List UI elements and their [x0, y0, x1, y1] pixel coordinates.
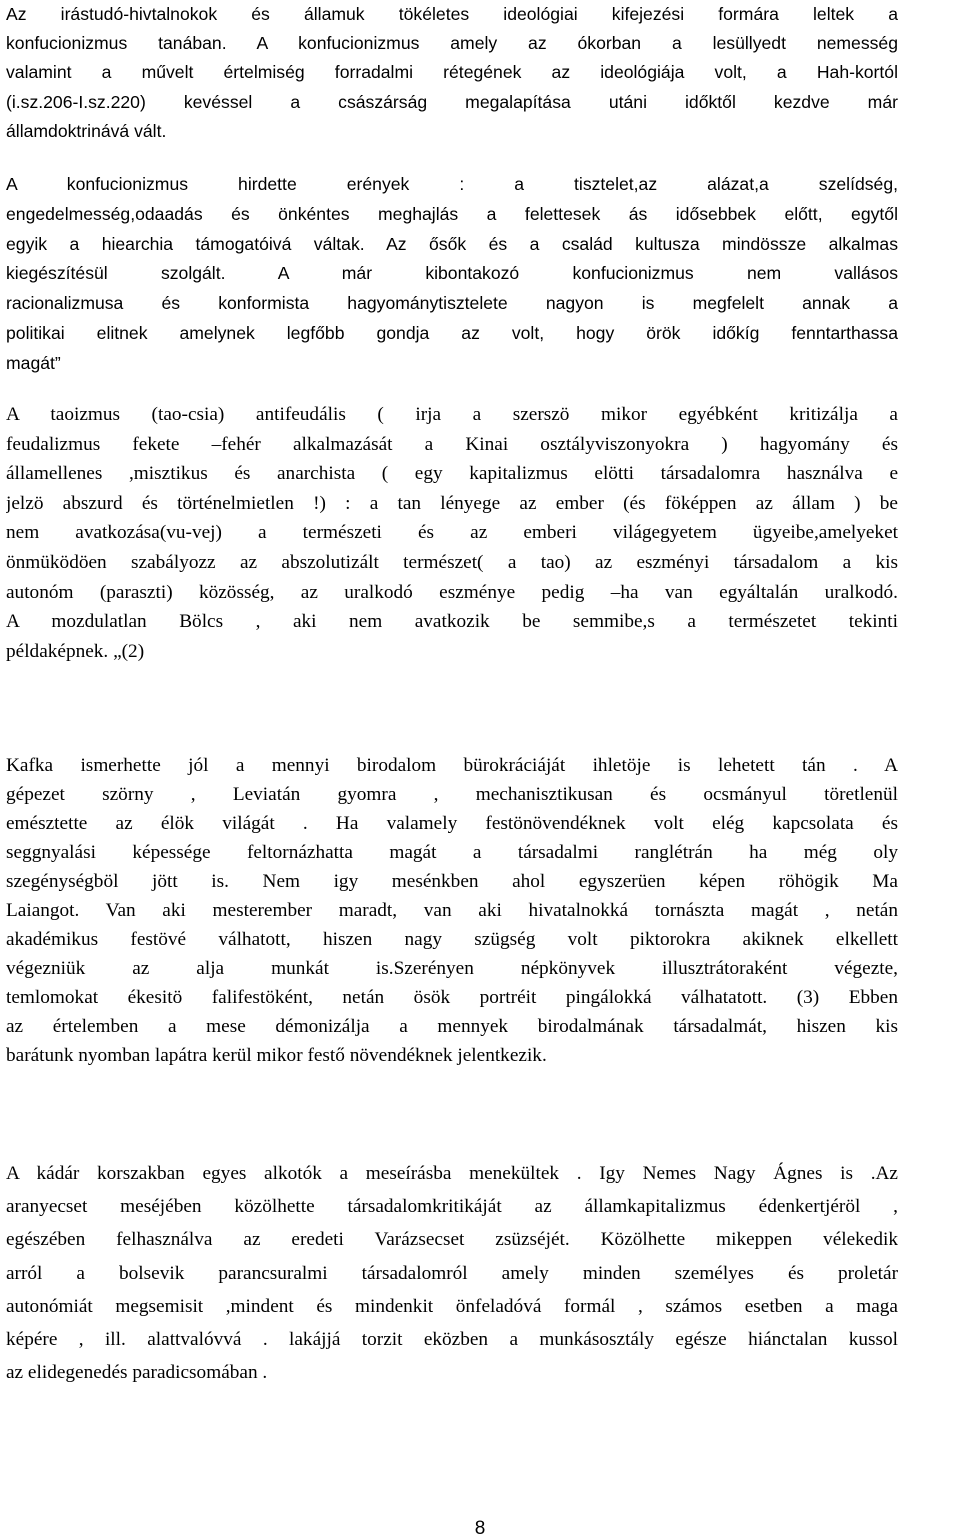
text-line: A taoizmus (tao-csia) antifeudális ( irja a szerszö mikor egyébként kritizálja a [6, 404, 898, 425]
paragraph-confucianism-intro [6, 0, 898, 146]
text-line: autonóm (paraszti) közösség, az uralkodó eszménye pedig –ha van egyáltalán uralkodó. [6, 581, 898, 603]
text-line: államdoktrinává vált. [6, 120, 167, 141]
text-line: az értelemben a mese démonizálja a mennyek birodalmának társadalmát, hiszen kis [6, 1016, 898, 1037]
text-line: racionalizmusa és konformista hagyománytisztelete nagyon is megfelelt annak a [6, 293, 898, 314]
text-line: kiegészítésül szolgált. A már kibontakozó konfucionizmus nem vallásos [6, 263, 898, 284]
text-line: arról a bolsevik parancsuralmi társadalomról amely minden személyes és proletár [6, 1262, 898, 1284]
text-line: engedelmesség,odaadás és önkéntes meghajlás a felettesek ás idősebbek előtt, egytől [6, 203, 898, 224]
text-line: A konfucionizmus hirdette erények : a tisztelet,az alázat,a szelídség, [6, 174, 898, 194]
text-line: Az irástudó-hivtalnokok és államuk tökéletes ideológiai kifejezési formára leltek a [6, 4, 898, 24]
text-line: egyik a hiearchia támogatóivá váltak. Az ősők és a család kultusza mindössze alkalmas [6, 233, 898, 254]
text-line: temlomokat ékesitö falifestöként, netán ösök portréit pingálokká válhatatott. (3) Ebben [6, 987, 898, 1008]
text-line: valamint a művelt értelmiség forradalmi rétegének az ideológiája volt, a Hah-kortól [6, 62, 898, 83]
text-line: emésztette az élök világát . Ha valamely festönövendéknek volt elég kapcsolata és [6, 813, 898, 834]
text-line: Kafka ismerhette jól a mennyi birodalom bürokráciáját ihletöje is lehetett tán . A [6, 755, 898, 776]
text-line: autonómiát megsemisit ,mindent és mindenkit önfeladóvá formál , számos esetben a maga [6, 1295, 898, 1317]
text-line: A mozdulatlan Bölcs , aki nem avatkozik be semmibe,s a természetet tekinti [6, 611, 898, 633]
text-line: az elidegenedés paradicsomában . [6, 1362, 268, 1384]
text-line: képére , ill. alattvalóvvá . lakájjá torzit eközben a munkásosztály egésze hiánctalan kussol [6, 1329, 898, 1351]
text-line: seggnyalási képessége feltornázhatta magát a társadalmi ranglétrán ha még oly [6, 842, 898, 863]
text-line: önmüködöen szabályozz az abszolutizált természet( a tao) az eszményi társadalom a kis [6, 551, 898, 573]
paragraph-kadar-era [6, 1157, 898, 1389]
text-line: feudalizmus fekete –fehér alkalmazását a Kinai osztályviszonyokra ) hagyomány és [6, 433, 898, 455]
text-line: szegénységböl jött is. Nem igy mesénkben ahol egyszerüen képen röhögik Ma [6, 871, 898, 892]
paragraph-confucian-virtues [6, 170, 898, 379]
page-number: 8 [474, 1518, 486, 1539]
text-line: végezniük az alja munkát is.Szerényen népkönyvek illusztrátoraként végezte, [6, 958, 898, 979]
paragraph-taoism [6, 400, 898, 666]
text-line: politikai elitnek amelynek legfőbb gondja az volt, hogy örök időkíg fenntarthassa [6, 322, 898, 343]
text-line: nem avatkozása(vu-vej) a természeti és az emberi világegyetem ügyeibe,amelyeket [6, 522, 898, 544]
text-line: gépezet szörny , Leviatán gyomra , mechanisztikusan és ocsmányul töretlenül [6, 784, 898, 805]
text-line: (i.sz.206-I.sz.220) kevéssel a császárság megalapítása utáni időktől kezdve már [6, 91, 898, 112]
text-line: barátunk nyomban lapátra kerül mikor festő növendéknek jelentkezik. [6, 1045, 547, 1066]
text-line: Laiangot. Van aki mesterember maradt, van aki hivatalnokká tornászta magát , netán [6, 900, 898, 921]
text-line: államellenes ,misztikus és anarchista ( egy kapitalizmus elötti társadalomra használva e [6, 463, 898, 485]
text-line: konfucionizmus tanában. A konfucionizmus amely az ókorban a lesüllyedt nemesség [6, 33, 898, 54]
text-line: akadémikus festövé válhatott, hiszen nagy szügség volt piktorokra akiknek elkellett [6, 929, 898, 950]
text-line: magát” [6, 352, 61, 373]
text-line: egészében felhasználva az eredeti Varázsecset zsüzséjét. Közölhette mikeppen vélekedik [6, 1229, 898, 1251]
paragraph-kafka [6, 751, 898, 1070]
text-line: aranyecset meséjében közölhette társadalomkritikáját az államkapitalizmus édenkertjéröl , [6, 1196, 898, 1218]
text-line: A kádár korszakban egyes alkotók a meseírásba menekültek . Igy Nemes Nagy Ágnes is .Az [6, 1163, 898, 1184]
text-line: példaképnek. „(2) [6, 640, 145, 662]
text-line: jelzö abszurd és történelmietlen !) : a tan lényege az ember (és föképpen az állam ) be [6, 492, 898, 514]
